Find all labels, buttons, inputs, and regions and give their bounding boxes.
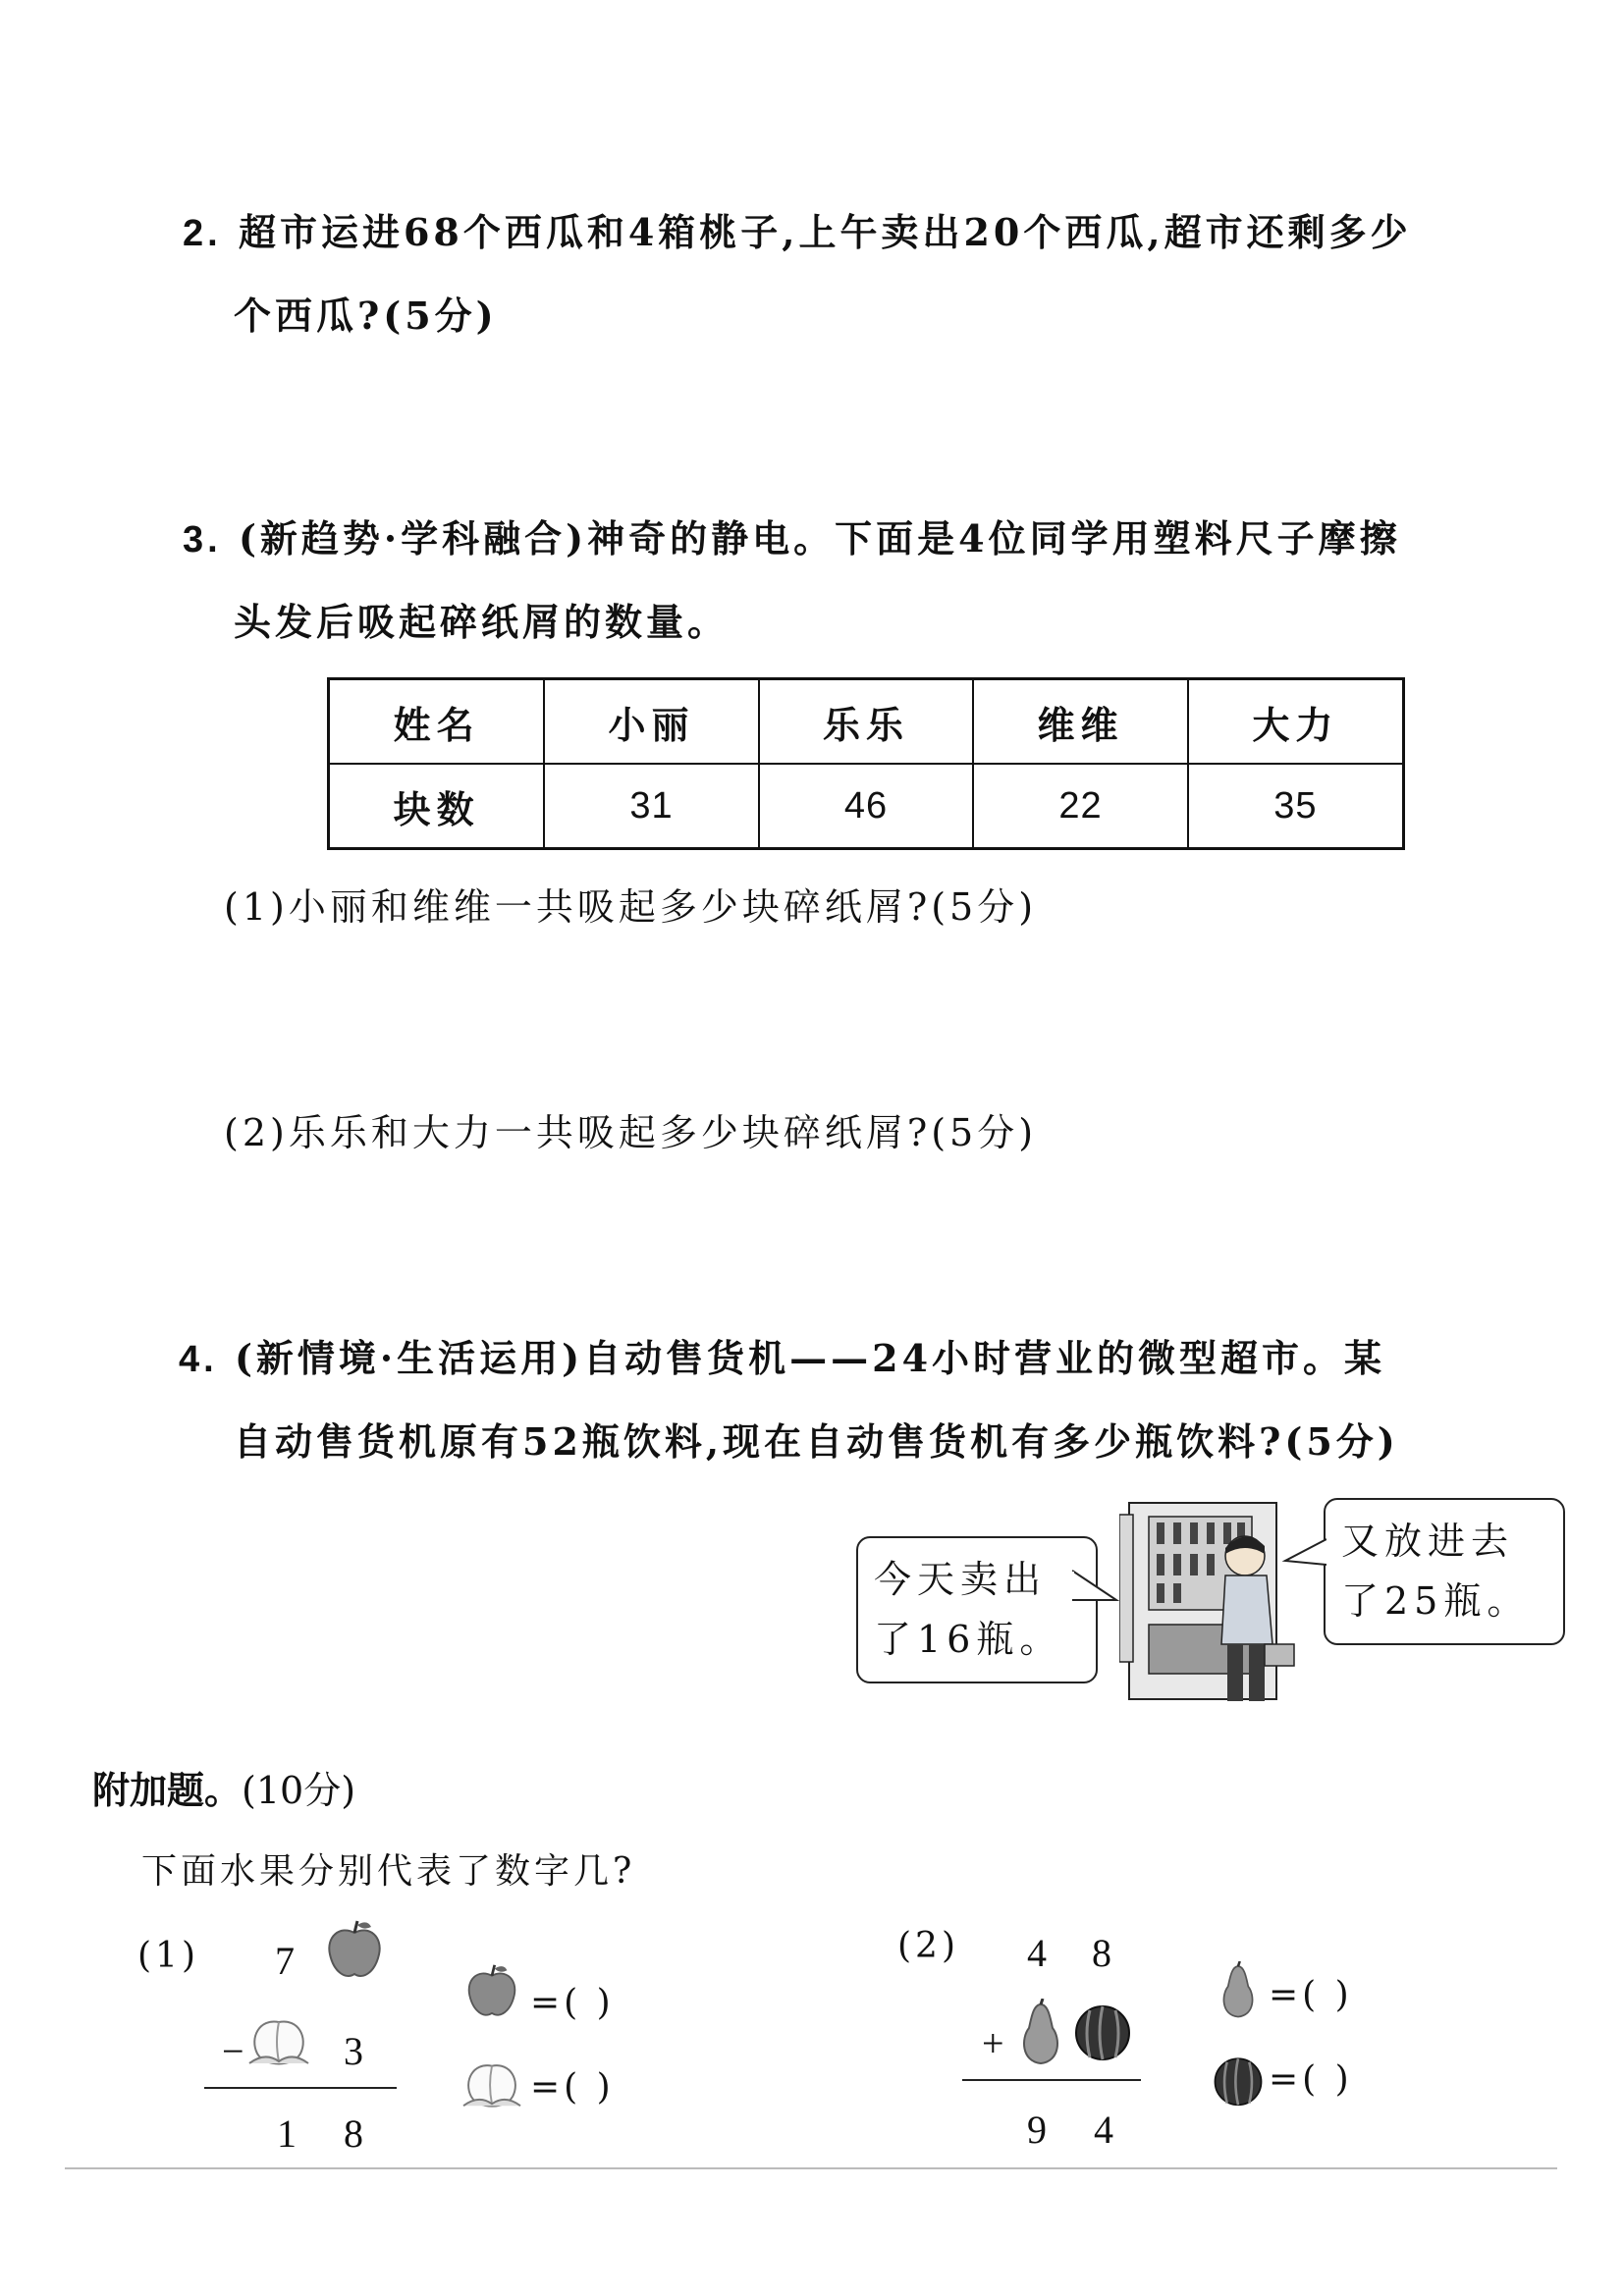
table-row xyxy=(329,764,1404,849)
q2-text1: 超市运进68个西瓜和4箱桃子,上午卖出20个西瓜,超市还剩多少 xyxy=(238,210,1412,254)
table-header-cell: 小丽 xyxy=(544,679,759,765)
p1-peach-blank[interactable]: =( ) xyxy=(530,2067,615,2108)
pear-icon xyxy=(1218,1961,1259,2020)
table-row xyxy=(329,679,1404,765)
bubble-left-tail xyxy=(1072,1561,1121,1620)
speech-bubble-right xyxy=(1324,1498,1565,1645)
p1-label: (1) xyxy=(137,1936,199,1976)
q3-text1: (新趋势·学科融合)神奇的静电。下面是4位同学用塑料尺子摩擦 xyxy=(238,516,1401,561)
peach-icon xyxy=(245,2012,312,2069)
p1-sum-line xyxy=(204,2087,397,2089)
q4-line1 xyxy=(179,1336,1386,1380)
q2-line2: 个西瓜?(5分) xyxy=(234,294,498,338)
page-bottom-divider xyxy=(65,2167,1557,2169)
watermelon-icon xyxy=(1212,2054,1265,2107)
electrostatic-table xyxy=(327,677,1405,850)
table-value-cell: 22 xyxy=(973,764,1188,849)
table-label-cell: 块数 xyxy=(329,764,545,849)
extra-prompt: 下面水果分别代表了数字几? xyxy=(141,1851,636,1892)
p1-operator: − xyxy=(222,2029,244,2073)
p2-result-digit-2: 4 xyxy=(1094,2108,1113,2152)
table-header-cell: 姓名 xyxy=(329,679,545,765)
q4-line2: 自动售货机原有52瓶饮料,现在自动售货机有多少瓶饮料?(5分) xyxy=(234,1419,1399,1464)
vending-machine-illustration xyxy=(1119,1497,1306,1713)
p2-top-digit-1: 4 xyxy=(1027,1931,1047,1975)
table-value-cell: 35 xyxy=(1188,764,1404,849)
table-value-cell: 46 xyxy=(759,764,974,849)
table-header-cell: 大力 xyxy=(1188,679,1404,765)
table-header-cell: 维维 xyxy=(973,679,1188,765)
bubble-right-line1: 又放进去 xyxy=(1341,1520,1515,1563)
p2-sum-line xyxy=(962,2079,1141,2081)
p2-label: (2) xyxy=(897,1926,959,1966)
p2-operator: + xyxy=(982,2021,1004,2065)
p1-apple-blank[interactable]: =( ) xyxy=(530,1983,615,2023)
q4-text1: (新情境·生活运用)自动售货机——24小时营业的微型超市。某 xyxy=(234,1336,1386,1380)
q3-sub2: (2)乐乐和大力一共吸起多少块碎纸屑?(5分) xyxy=(224,1111,1038,1154)
table-value-cell: 31 xyxy=(544,764,759,849)
apple-icon xyxy=(322,1919,387,1984)
q3-sub1: (1)小丽和维维一共吸起多少块碎纸屑?(5分) xyxy=(224,885,1038,929)
q3-line1 xyxy=(183,516,1401,561)
pear-icon xyxy=(1017,1999,1064,2067)
watermelon-icon xyxy=(1072,2001,1133,2061)
p2-pear-blank[interactable]: =( ) xyxy=(1269,1975,1353,2015)
bubble-right-line2: 了25瓶。 xyxy=(1341,1578,1531,1623)
q2-number: 2. xyxy=(183,213,222,254)
p1-top-digit: 7 xyxy=(275,1939,295,1983)
q4-number: 4. xyxy=(179,1339,218,1380)
bubble-left-line1: 今天卖出 xyxy=(874,1558,1048,1601)
table-header-cell: 乐乐 xyxy=(759,679,974,765)
peach-icon xyxy=(460,2056,524,2111)
extra-title-label: 附加题。 xyxy=(92,1769,243,1812)
p1-result-digit-2: 8 xyxy=(344,2111,363,2156)
p2-watermelon-blank[interactable]: =( ) xyxy=(1269,2059,1353,2100)
extra-score: (10分) xyxy=(242,1769,356,1812)
apple-icon xyxy=(461,1963,522,2022)
q3-number: 3. xyxy=(183,519,222,561)
bubble-left-line2: 了16瓶。 xyxy=(874,1617,1063,1661)
q3-line2: 头发后吸起碎纸屑的数量。 xyxy=(234,600,730,644)
p1-second-digit: 3 xyxy=(344,2029,363,2073)
extra-title xyxy=(92,1760,355,1814)
p1-result-digit-1: 1 xyxy=(277,2111,297,2156)
speech-bubble-left xyxy=(856,1536,1098,1683)
p2-top-digit-2: 8 xyxy=(1092,1931,1111,1975)
bubble-right-tail xyxy=(1281,1531,1326,1580)
p2-result-digit-1: 9 xyxy=(1027,2108,1047,2152)
q2-line1 xyxy=(183,210,1412,254)
